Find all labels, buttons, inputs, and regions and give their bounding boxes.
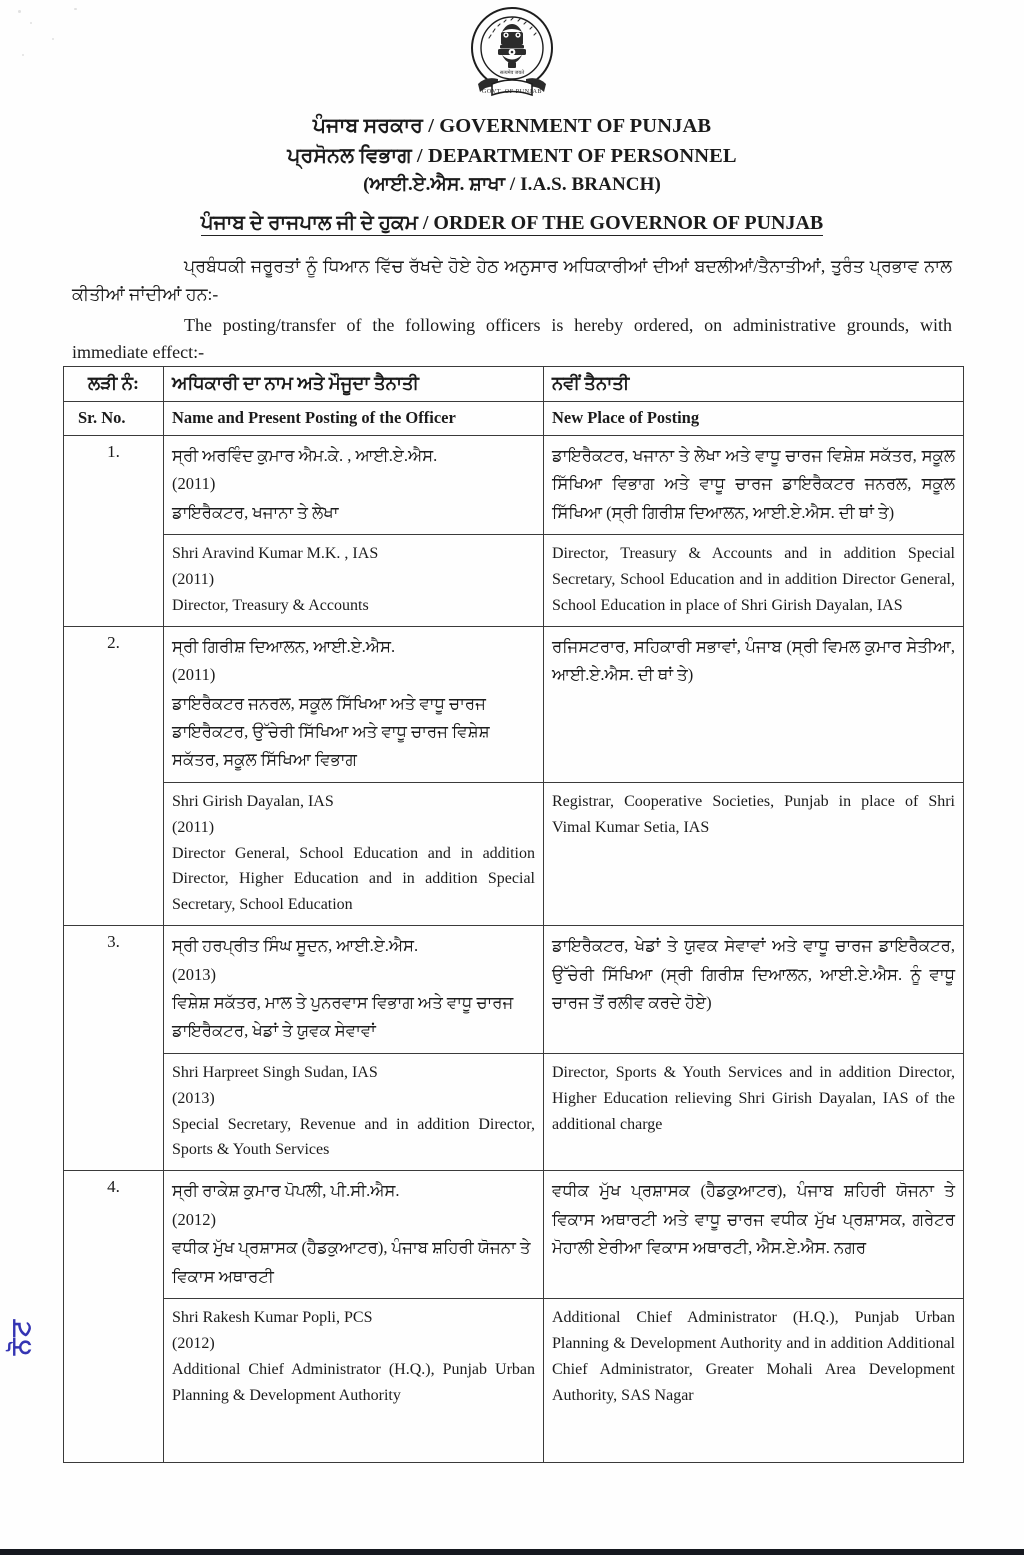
row-serial-number: 4. (64, 1171, 164, 1463)
officer-present-posting-english: Additional Chief Administrator (H.Q.), Punjab Urban Planning & Development Authority (172, 1360, 535, 1404)
row-officer-punjabi (164, 436, 544, 535)
officer-batch-english: (2011) (172, 818, 215, 836)
officer-batch-english: (2011) (172, 571, 215, 589)
officer-batch-english: (2012) (172, 1334, 215, 1352)
government-of-punjab-emblem-icon (464, 4, 560, 104)
row-new-posting-punjabi: ਡਾਇਰੈਕਟਰ, ਖੇਡਾਂ ਤੇ ਯੁਵਕ ਸੇਵਾਵਾਂ ਅਤੇ ਵਾਧੂ ਚਾਰਜ ਡਾਇਰੈਕਟਰ, ਉੱਚੇਰੀ ਸਿੱਖਿਆ (ਸ੍ਰੀ ਗਿਰੀਸ਼ ਦਿਆਲਨ, ਆਈ.ਏ.ਐਸ. ਨੂੰ ਵਾਧੂ ਚਾਰਜ ਤੋਂ ਰਲੀਵ ਕਰਦੇ ਹੋਏ) (544, 926, 964, 1054)
table-header-row-punjabi (64, 367, 964, 402)
table-header-row-english (64, 402, 964, 436)
table-row (64, 626, 964, 782)
officer-present-posting-punjabi: ਡਾਇਰੈਕਟਰ, ਖਜਾਨਾ ਤੇ ਲੇਖਾ (172, 502, 339, 522)
header-sr-no-english: Sr. No. (64, 402, 164, 436)
officer-present-posting-english: Director, Treasury & Accounts (172, 596, 369, 614)
document-header (0, 112, 1024, 199)
row-serial-number: 1. (64, 436, 164, 627)
officer-name-punjabi: ਸ੍ਰੀ ਰਾਕੇਸ਼ ਕੁਮਾਰ ਪੋਪਲੀ, ਪੀ.ਸੀ.ਐਸ. (172, 1181, 400, 1201)
table-row (64, 535, 964, 627)
row-new-posting-english: Director, Sports & Youth Services and in addition Director, Higher Education relieving Shri Girish Dayalan, IAS of the additional charge (544, 1053, 964, 1171)
officer-name-english: Shri Aravind Kumar M.K. , IAS (172, 545, 379, 563)
intro-paragraph-english: The posting/transfer of the following officers is hereby ordered, on administrative grounds, with immediate effect:- (72, 315, 952, 363)
svg-text:सत्यमेव जयते: सत्यमेव जयते (499, 71, 525, 76)
officer-present-posting-english: Special Secretary, Revenue and in addition Director, Sports & Youth Services (172, 1115, 535, 1159)
row-officer-punjabi (164, 626, 544, 782)
header-name-posting-english: Name and Present Posting of the Officer (164, 402, 544, 436)
row-officer-english (164, 782, 544, 926)
table-row (64, 926, 964, 1054)
row-new-posting-english: Director, Treasury & Accounts and in addition Special Secretary, School Education and in addition Director General, School Education in place of Shri Girish Dayalan, IAS (544, 535, 964, 627)
intro-paragraph-punjabi: ਪ੍ਰਬੰਧਕੀ ਜਰੂਰਤਾਂ ਨੂੰ ਧਿਆਨ ਵਿੱਚ ਰੱਖਦੇ ਹੋਏ ਹੇਠ ਅਨੁਸਾਰ ਅਧਿਕਾਰੀਆਂ ਦੀਆਂ ਬਦਲੀਆਂ/ਤੈਨਾਤੀਆਂ, ਤੁਰੰਤ ਪ੍ਰਭਾਵ ਨਾਲ ਕੀਤੀਆਂ ਜਾਂਦੀਆਂ ਹਨ:- (72, 256, 952, 305)
row-serial-number: 2. (64, 626, 164, 925)
row-new-posting-english: Additional Chief Administrator (H.Q.), Punjab Urban Planning & Development Authority and in addition Additional Chief Administrator, Greater Mohali Area Development Authority, SAS Nagar (544, 1298, 964, 1462)
officer-present-posting-english: Director General, School Education and in addition Director, Higher Education and in addition Special Secretary, School Education (172, 844, 535, 914)
officer-name-punjabi: ਸ੍ਰੀ ਹਰਪ੍ਰੀਤ ਸਿੰਘ ਸੂਦਨ, ਆਈ.ਏ.ਐਸ. (172, 936, 419, 956)
officer-batch-punjabi: (2013) (172, 964, 216, 984)
officer-batch-punjabi: (2012) (172, 1209, 216, 1229)
scan-bottom-edge (0, 1549, 1024, 1555)
handwritten-margin-note: ਨੋਟ (6, 1318, 36, 1355)
officer-present-posting-punjabi: ਡਾਇਰੈਕਟਰ ਜਨਰਲ, ਸਕੂਲ ਸਿੱਖਿਆ ਅਤੇ ਵਾਧੂ ਚਾਰਜ ਡਾਇਰੈਕਟਰ, ਉੱਚੇਰੀ ਸਿੱਖਿਆ ਅਤੇ ਵਾਧੂ ਚਾਰਜ ਵਿਸ਼ੇਸ਼ ਸਕੱਤਰ, ਸਕੂਲ ਸਿੱਖਿਆ ਵਿਭਾਗ (172, 693, 490, 770)
officer-batch-punjabi: (2011) (172, 474, 216, 494)
officer-batch-english: (2013) (172, 1089, 215, 1107)
row-serial-number: 3. (64, 926, 164, 1171)
officer-name-punjabi: ਸ੍ਰੀ ਅਰਵਿੰਦ ਕੁਮਾਰ ਐਮ.ਕੇ. , ਆਈ.ਏ.ਐਸ. (172, 446, 438, 465)
row-officer-punjabi (164, 926, 544, 1054)
header-line-department: ਪ੍ਰਸੋਨਲ ਵਿਭਾਗ / DEPARTMENT OF PERSONNEL (287, 144, 737, 167)
svg-text:GOVT. OF PUNJAB: GOVT. OF PUNJAB (481, 88, 543, 95)
row-new-posting-punjabi: ਡਾਇਰੈਕਟਰ, ਖਜਾਨਾ ਤੇ ਲੇਖਾ ਅਤੇ ਵਾਧੂ ਚਾਰਜ ਵਿਸ਼ੇਸ਼ ਸਕੱਤਰ, ਸਕੂਲ ਸਿੱਖਿਆ ਵਿਭਾਗ ਅਤੇ ਵਾਧੂ ਚਾਰਜ ਡਾਇਰੈਕਟਰ ਜਨਰਲ, ਸਕੂਲ ਸਿੱਖਿਆ (ਸ੍ਰੀ ਗਿਰੀਸ਼ ਦਿਆਲਨ, ਆਈ.ਏ.ਐਸ. ਦੀ ਥਾਂ ਤੇ) (544, 436, 964, 535)
table-row (64, 1053, 964, 1171)
officer-name-english: Shri Rakesh Kumar Popli, PCS (172, 1308, 373, 1326)
table-row (64, 436, 964, 535)
emblem-container (0, 4, 1024, 104)
row-officer-english (164, 1053, 544, 1171)
officer-present-posting-punjabi: ਵਿਸ਼ੇਸ਼ ਸਕੱਤਰ, ਮਾਲ ਤੇ ਪੁਨਰਵਾਸ ਵਿਭਾਗ ਅਤੇ ਵਾਧੂ ਚਾਰਜ ਡਾਇਰੈਕਟਰ, ਖੇਡਾਂ ਤੇ ਯੁਵਕ ਸੇਵਾਵਾਂ (172, 993, 514, 1041)
transfer-orders-table (63, 366, 964, 1463)
row-officer-punjabi (164, 1171, 544, 1299)
row-officer-english (164, 535, 544, 627)
header-new-posting-punjabi: ਨਵੀਂ ਤੈਨਾਤੀ (544, 367, 964, 402)
table-row (64, 1171, 964, 1299)
table-row (64, 782, 964, 926)
row-new-posting-punjabi: ਵਧੀਕ ਮੁੱਖ ਪ੍ਰਸ਼ਾਸਕ (ਹੈਡਕੁਆਟਰ), ਪੰਜਾਬ ਸ਼ਹਿਰੀ ਯੋਜਨਾ ਤੇ ਵਿਕਾਸ ਅਥਾਰਟੀ ਅਤੇ ਵਾਧੂ ਚਾਰਜ ਵਧੀਕ ਮੁੱਖ ਪ੍ਰਸ਼ਾਸਕ, ਗਰੇਟਰ ਮੋਹਾਲੀ ਏਰੀਆ ਵਿਕਾਸ ਅਥਾਰਟੀ, ਐਸ.ਏ.ਐਸ. ਨਗਰ (544, 1171, 964, 1299)
header-line-branch: (ਆਈ.ਏ.ਐਸ. ਸ਼ਾਖਾ / I.A.S. BRANCH) (363, 174, 661, 196)
officer-present-posting-punjabi: ਵਧੀਕ ਮੁੱਖ ਪ੍ਰਸ਼ਾਸਕ (ਹੈਡਕੁਆਟਰ), ਪੰਜਾਬ ਸ਼ਹਿਰੀ ਯੋਜਨਾ ਤੇ ਵਿਕਾਸ ਅਥਾਰਟੀ (172, 1238, 531, 1286)
row-new-posting-english: Registrar, Cooperative Societies, Punjab in place of Shri Vimal Kumar Setia, IAS (544, 782, 964, 926)
order-title (0, 212, 1024, 235)
officer-name-punjabi: ਸ੍ਰੀ ਗਿਰੀਸ਼ ਦਿਆਲਨ, ਆਈ.ਏ.ਐਸ. (172, 636, 396, 656)
header-new-posting-english: New Place of Posting (544, 402, 964, 436)
row-new-posting-punjabi: ਰਜਿਸਟਰਾਰ, ਸਹਿਕਾਰੀ ਸਭਾਵਾਂ, ਪੰਜਾਬ (ਸ੍ਰੀ ਵਿਮਲ ਕੁਮਾਰ ਸੇਤੀਆ, ਆਈ.ਏ.ਐਸ. ਦੀ ਥਾਂ ਤੇ) (544, 626, 964, 782)
officer-name-english: Shri Harpreet Singh Sudan, IAS (172, 1063, 378, 1081)
row-officer-english (164, 1298, 544, 1462)
header-name-posting-punjabi: ਅਧਿਕਾਰੀ ਦਾ ਨਾਮ ਅਤੇ ਮੌਜੂਦਾ ਤੈਨਾਤੀ (164, 367, 544, 402)
header-sr-no-punjabi: ਲੜੀ ਨੰ: (64, 367, 164, 402)
header-line-government: ਪੰਜਾਬ ਸਰਕਾਰ / GOVERNMENT OF PUNJAB (312, 115, 712, 137)
officer-batch-punjabi: (2011) (172, 665, 216, 685)
officer-name-english: Shri Girish Dayalan, IAS (172, 792, 334, 810)
order-title-text: ਪੰਜਾਬ ਦੇ ਰਾਜਪਾਲ ਜੀ ਦੇ ਹੁਕਮ / ORDER OF THE GOVERNOR OF PUNJAB (200, 212, 824, 234)
table-row (64, 1298, 964, 1462)
